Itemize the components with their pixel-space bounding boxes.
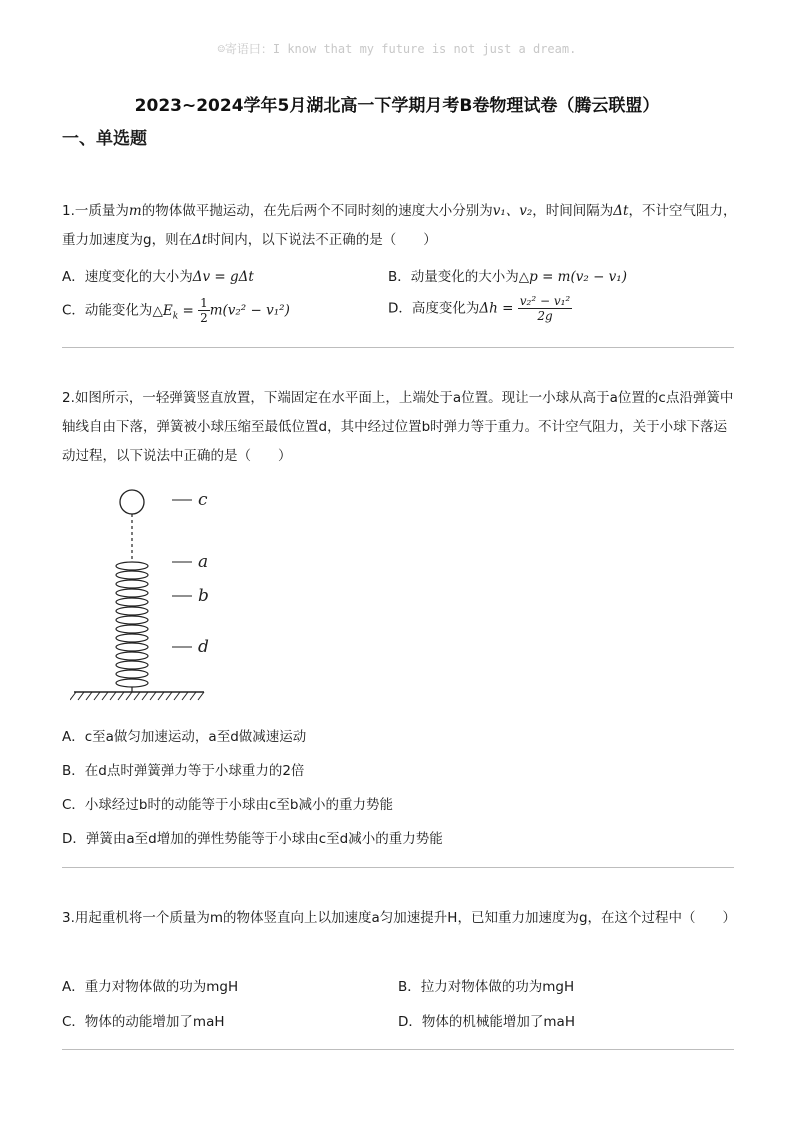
spring-coils	[116, 562, 148, 687]
fraction: $\frac{1}{2}$	[200, 296, 208, 325]
section-heading: 一、单选题	[62, 129, 147, 149]
q2-option-a[interactable]: A．c至a做匀加速运动，a至d做减速运动	[62, 729, 307, 745]
ground-hatch	[70, 692, 204, 700]
question-2-stem: 2.如图所示，一轻弹簧竖直放置，下端固定在水平面上，上端处于a位置。现让一小球从高于a位置的c点沿弹簧中轴线自由下落，弹簧被小球压缩至最低位置d，其中经过位置b时弹力等于重力。不计空气阻力，关于小球下落运动过程，以下说法中正确的是（ ）	[62, 390, 734, 464]
q1-option-b[interactable]: B．动量变化的大小为△p = m(v₂ − v₁)	[388, 269, 627, 285]
q1-option-a[interactable]: A．速度变化的大小为Δv = gΔt	[62, 269, 254, 285]
q1-option-c[interactable]: C．动能变化为$\triangle E_k$ = $\frac{1}{2}$ m(v₂² − v₁²)	[62, 296, 290, 325]
question-1-stem: 1.一质量为m的物体做平抛运动，在先后两个不同时刻的速度大小分别为v₁、v₂，时间间隔为Δt，不计空气阻力，重力加速度为g，则在Δt时间内，以下说法不正确的是（ ）	[62, 203, 737, 248]
q2-option-c[interactable]: C．小球经过b时的动能等于小球由c至b减小的重力势能	[62, 797, 393, 813]
question-1	[62, 197, 738, 255]
question-2	[62, 384, 738, 471]
label-c: c	[198, 490, 208, 510]
divider	[62, 1049, 734, 1050]
q3-option-d[interactable]: D．物体的机械能增加了maH	[398, 1014, 575, 1030]
question-3	[62, 904, 738, 933]
ball	[120, 490, 144, 514]
q3-option-b[interactable]: B．拉力对物体做的功为mgH	[398, 979, 575, 995]
label-ticks	[172, 500, 192, 647]
fraction: $\frac{\text{v₂² − v₁²}}{2g}$	[519, 294, 571, 323]
q2-option-b[interactable]: B．在d点时弹簧弹力等于小球重力的2倍	[62, 763, 305, 779]
label-d: d	[198, 637, 209, 657]
q3-option-c[interactable]: C．物体的动能增加了maH	[62, 1014, 225, 1030]
paper-title: 2023~2024学年5月湖北高一下学期月考B卷物理试卷（腾云联盟）	[134, 96, 660, 116]
q1-option-d[interactable]: D．高度变化为Δh = $\frac{\text{v₂² − v₁²}}{2g}$	[388, 294, 571, 323]
q2-option-d[interactable]: D．弹簧由a至d增加的弹性势能等于小球由c至d减小的重力势能	[62, 831, 443, 847]
label-b: b	[198, 586, 209, 606]
spring-ball-figure	[70, 484, 240, 706]
watermark-text: ☺寄语曰：I know that my future is not just a dream.	[217, 42, 577, 56]
divider	[62, 867, 734, 868]
question-3-stem: 3.用起重机将一个质量为m的物体竖直向上以加速度a匀加速提升H，已知重力加速度为g，在这个过程中（ ）	[62, 910, 737, 926]
q3-option-a[interactable]: A．重力对物体做的功为mgH	[62, 979, 239, 995]
label-a: a	[198, 552, 209, 572]
divider	[62, 347, 734, 348]
